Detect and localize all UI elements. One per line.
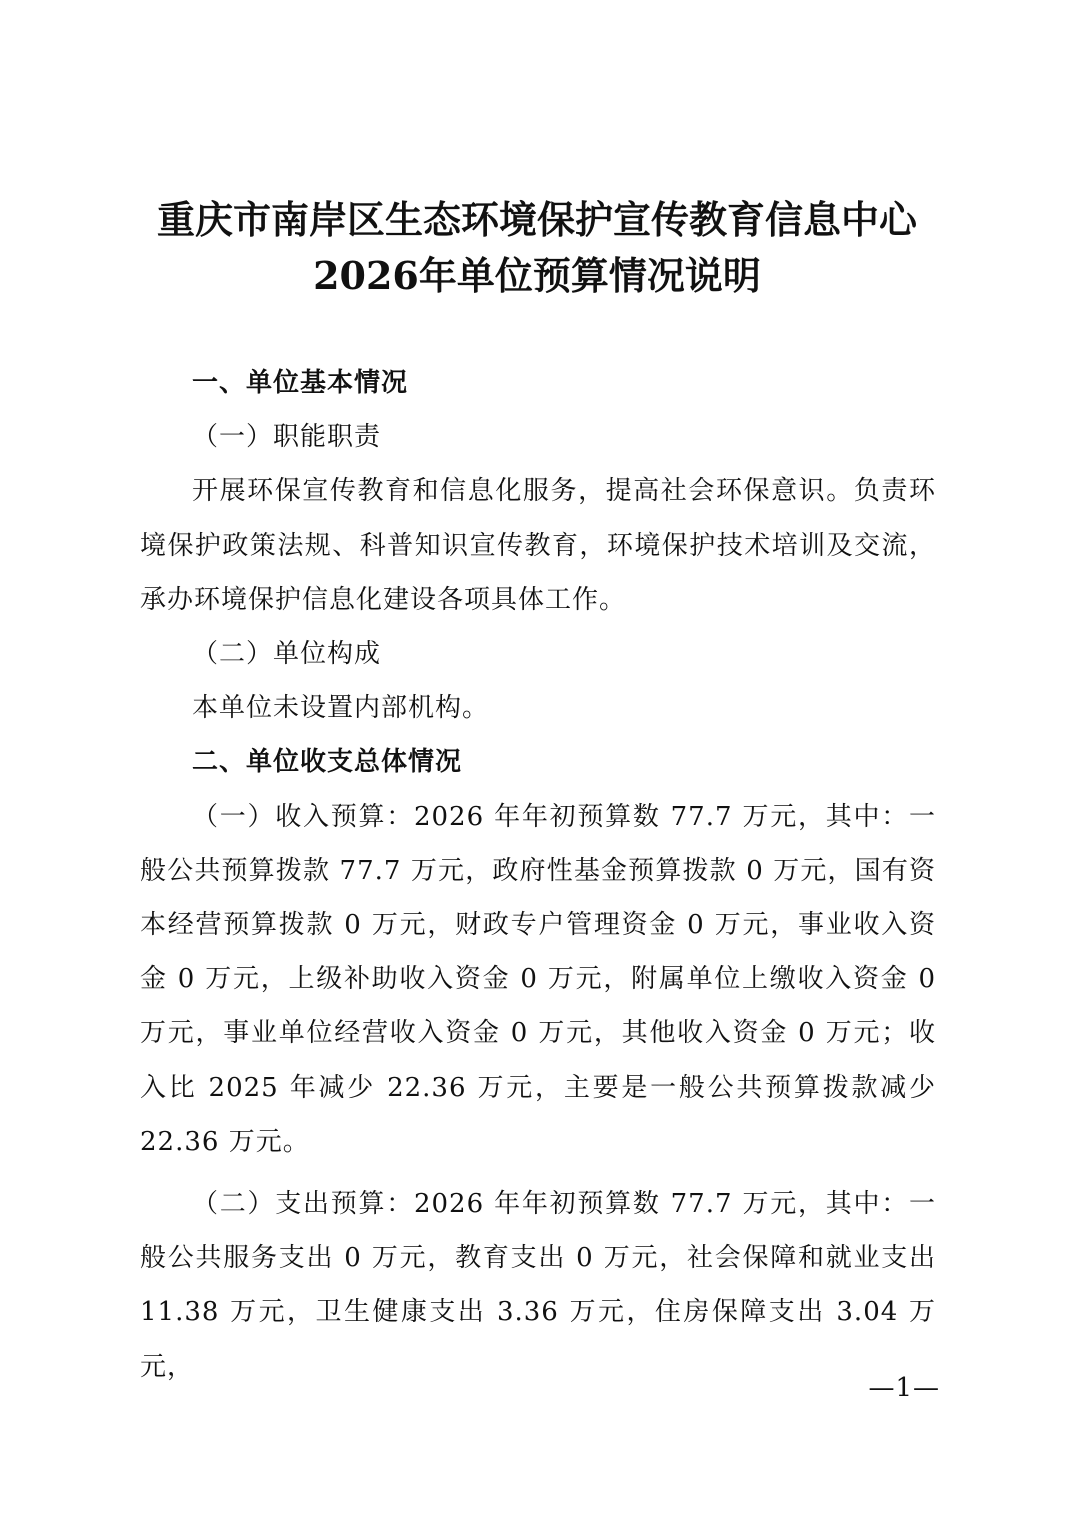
document-title-line2: 2026年单位预算情况说明 xyxy=(313,253,761,298)
subheading-structure: （二）单位构成 xyxy=(192,639,382,670)
section-heading-basic-info: 一、单位基本情况 xyxy=(192,368,409,398)
paragraph-income-budget: （一）收入预算：2026 年年初预算数 77.7 万元，其中：一般公共预算拨款 77.7 万元，政府性基金预算拨款 0 万元，国有资本经营预算拨款 0 万元，财政专户管理资金 0 万元，事业收入资金 0 万元，上级补助收入资金 0 万元，附属单位上缴收入资金 0 万元，事业单位经营收入资金 0 万元，其他收入资金 0 万元；收入比 2025 年减少 22.36 万元，主要是一般公共预算拨款减少 22.36 万元。 xyxy=(140,801,936,1157)
section-heading-budget-overview: 二、单位收支总体情况 xyxy=(192,747,463,778)
paragraph-duties: 开展环保宣传教育和信息化服务，提高社会环保意识。负责环境保护政策法规、科普知识宣传教育，环境保护技术培训及交流，承办环境保护信息化建设各项具体工作。 xyxy=(140,476,936,615)
page-number: —1— xyxy=(868,1373,940,1403)
paragraph-expenditure-budget: （二）支出预算：2026 年年初预算数 77.7 万元，其中：一般公共服务支出 0 万元，教育支出 0 万元，社会保障和就业支出 11.38 万元，卫生健康支出 3.36 万元，住房保障支出 3.04 万元， xyxy=(140,1189,936,1382)
paragraph-structure: 本单位未设置内部机构。 xyxy=(192,693,490,724)
subheading-duties: （一）职能职责 xyxy=(192,422,382,453)
document-body xyxy=(140,356,936,1394)
document-title-line1: 重庆市南岸区生态环境保护宣传教育信息中心 xyxy=(156,197,917,242)
